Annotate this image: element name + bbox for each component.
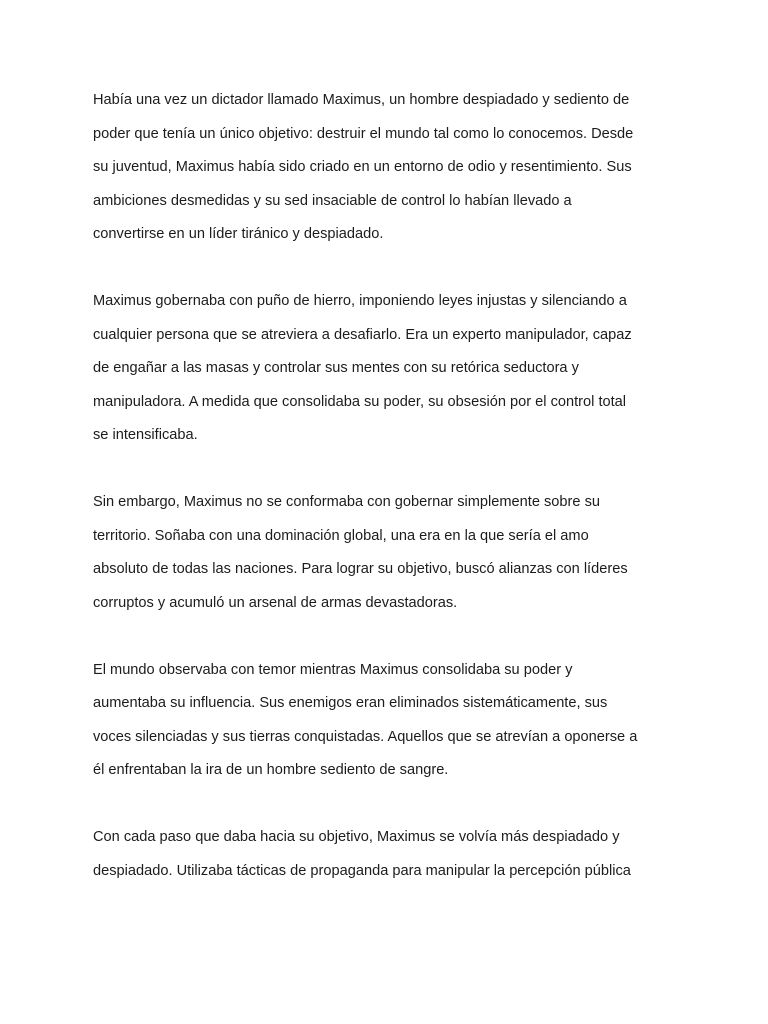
text-line: despiadado. Utilizaba tácticas de propaganda para manipular la percepción pública [93, 862, 631, 879]
text-line: aumentaba su influencia. Sus enemigos eran eliminados sistemáticamente, sus [93, 695, 608, 711]
text-line: ambiciones desmedidas y su sed insaciable de control lo habían llevado a [93, 192, 572, 209]
text-line: manipuladora. A medida que consolidaba su poder, su obsesión por el control total [93, 393, 627, 410]
text-line: Había una vez un dictador llamado Maximus, un hombre despiadado y sediento de [93, 92, 630, 108]
paragraph-1 [93, 84, 683, 252]
paragraph-4 [93, 654, 683, 788]
text-line: convertirse en un líder tiránico y despiadado. [93, 226, 384, 242]
text-line: él enfrentaban la ira de un hombre sediento de sangre. [93, 762, 449, 778]
text-line: territorio. Soñaba con una dominación global, una era en la que sería el amo [93, 527, 589, 544]
text-line: El mundo observaba con temor mientras Maximus consolidaba su poder y [93, 661, 573, 678]
document-body [93, 84, 683, 922]
text-line: su juventud, Maximus había sido criado en un entorno de odio y resentimiento. Sus [93, 159, 632, 175]
text-line: de engañar a las masas y controlar sus mentes con su retórica seductora y [93, 360, 579, 376]
text-line: cualquier persona que se atreviera a desafiarlo. Era un experto manipulador, capaz [93, 326, 632, 343]
text-line: Con cada paso que daba hacia su objetivo, Maximus se volvía más despiadado y [93, 829, 620, 845]
text-line: voces silenciadas y sus tierras conquistadas. Aquellos que se atrevían a oponerse a [93, 728, 638, 745]
text-line: Sin embargo, Maximus no se conformaba con gobernar simplemente sobre su [93, 494, 600, 510]
text-line: se intensificaba. [93, 427, 198, 443]
text-line: Maximus gobernaba con puño de hierro, imponiendo leyes injustas y silenciando a [93, 293, 627, 309]
paragraph-5 [93, 821, 683, 888]
text-line: absoluto de todas las naciones. Para lograr su objetivo, buscó alianzas con líderes [93, 561, 628, 577]
text-line: corruptos y acumuló un arsenal de armas devastadoras. [93, 594, 458, 611]
paragraph-2 [93, 285, 683, 453]
paragraph-3 [93, 486, 683, 620]
text-line: poder que tenía un único objetivo: destruir el mundo tal como lo conocemos. Desde [93, 125, 634, 142]
